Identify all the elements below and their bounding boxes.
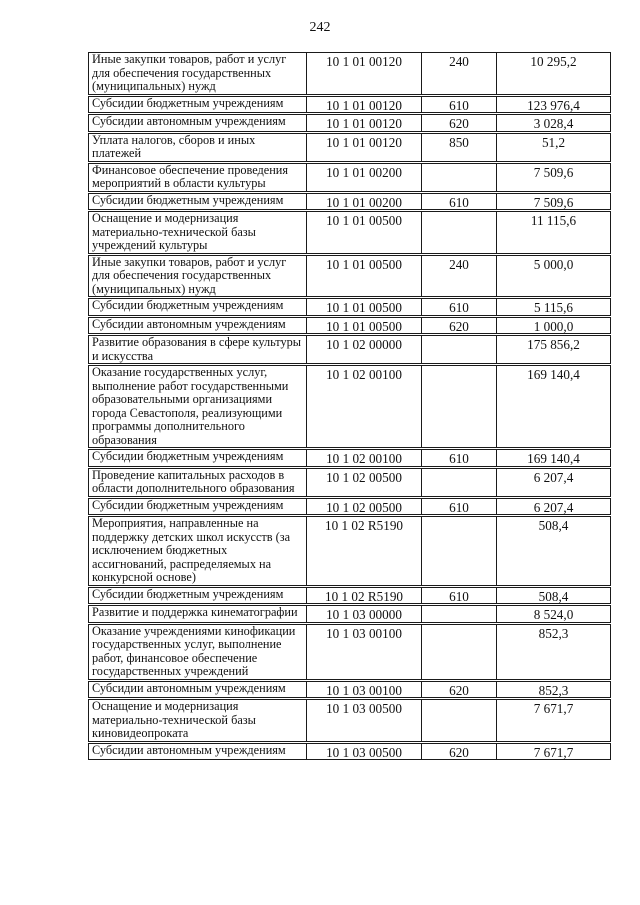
kind-cell: 240 <box>422 254 497 298</box>
kind-cell: 620 <box>422 316 497 335</box>
budget-table <box>88 52 611 760</box>
name-cell: Иные закупки товаров, работ и услуг для обеспечения государственных (муниципальных) нужд <box>89 254 307 298</box>
table-row <box>89 699 611 743</box>
code-cell: 10 1 03 00100 <box>307 623 422 680</box>
sum-cell: 6 207,4 <box>497 497 611 516</box>
kind-cell <box>422 162 497 192</box>
sum-cell: 7 509,6 <box>497 192 611 211</box>
name-cell: Развитие и поддержка кинематографии <box>89 605 307 624</box>
table-row <box>89 298 611 317</box>
sum-cell: 508,4 <box>497 586 611 605</box>
table-row <box>89 467 611 497</box>
name-cell: Субсидии бюджетным учреждениям <box>89 298 307 317</box>
table-row <box>89 365 611 449</box>
code-cell: 10 1 03 00500 <box>307 742 422 760</box>
sum-cell: 51,2 <box>497 132 611 162</box>
name-cell: Финансовое обеспечение проведения мероприятий в области культуры <box>89 162 307 192</box>
table-row <box>89 254 611 298</box>
kind-cell <box>422 699 497 743</box>
name-cell: Субсидии бюджетным учреждениям <box>89 449 307 468</box>
name-cell: Развитие образования в сфере культуры и искусства <box>89 335 307 365</box>
sum-cell: 7 509,6 <box>497 162 611 192</box>
kind-cell: 610 <box>422 192 497 211</box>
name-cell: Иные закупки товаров, работ и услуг для обеспечения государственных (муниципальных) нужд <box>89 53 307 96</box>
kind-cell: 620 <box>422 114 497 133</box>
name-cell: Оказание учреждениями кинофикации государственных услуг, выполнение работ, финансовое обеспечение государственных учреждений <box>89 623 307 680</box>
code-cell: 10 1 02 R5190 <box>307 516 422 587</box>
kind-cell <box>422 365 497 449</box>
table-row <box>89 162 611 192</box>
name-cell: Проведение капитальных расходов в области дополнительного образования <box>89 467 307 497</box>
table-row <box>89 211 611 255</box>
kind-cell: 620 <box>422 742 497 760</box>
code-cell: 10 1 01 00120 <box>307 114 422 133</box>
code-cell: 10 1 01 00200 <box>307 162 422 192</box>
code-cell: 10 1 01 00120 <box>307 53 422 96</box>
kind-cell <box>422 211 497 255</box>
table-row <box>89 335 611 365</box>
table-row <box>89 192 611 211</box>
sum-cell: 6 207,4 <box>497 467 611 497</box>
code-cell: 10 1 02 R5190 <box>307 586 422 605</box>
name-cell: Субсидии автономным учреждениям <box>89 316 307 335</box>
table-row <box>89 95 611 114</box>
table-row <box>89 316 611 335</box>
table-row <box>89 132 611 162</box>
name-cell: Субсидии бюджетным учреждениям <box>89 95 307 114</box>
table-row <box>89 497 611 516</box>
code-cell: 10 1 01 00200 <box>307 192 422 211</box>
name-cell: Субсидии автономным учреждениям <box>89 114 307 133</box>
sum-cell: 3 028,4 <box>497 114 611 133</box>
kind-cell: 850 <box>422 132 497 162</box>
sum-cell: 7 671,7 <box>497 742 611 760</box>
code-cell: 10 1 03 00000 <box>307 605 422 624</box>
table-row <box>89 680 611 699</box>
code-cell: 10 1 01 00500 <box>307 211 422 255</box>
kind-cell: 610 <box>422 298 497 317</box>
name-cell: Субсидии бюджетным учреждениям <box>89 586 307 605</box>
code-cell: 10 1 02 00000 <box>307 335 422 365</box>
sum-cell: 852,3 <box>497 680 611 699</box>
table-row <box>89 742 611 760</box>
code-cell: 10 1 02 00500 <box>307 467 422 497</box>
code-cell: 10 1 02 00500 <box>307 497 422 516</box>
table-row <box>89 449 611 468</box>
sum-cell: 852,3 <box>497 623 611 680</box>
table-row <box>89 114 611 133</box>
name-cell: Субсидии автономным учреждениям <box>89 680 307 699</box>
sum-cell: 10 295,2 <box>497 53 611 96</box>
table-row <box>89 605 611 624</box>
sum-cell: 508,4 <box>497 516 611 587</box>
table-row <box>89 516 611 587</box>
kind-cell <box>422 605 497 624</box>
name-cell: Оснащение и модернизация материально-технической базы киновидеопроката <box>89 699 307 743</box>
table-row <box>89 586 611 605</box>
sum-cell: 7 671,7 <box>497 699 611 743</box>
code-cell: 10 1 01 00120 <box>307 132 422 162</box>
sum-cell: 1 000,0 <box>497 316 611 335</box>
name-cell: Мероприятия, направленные на поддержку детских школ искусств (за исключением бюджетных ассигнований, распределяемых на конкурсной основе) <box>89 516 307 587</box>
sum-cell: 169 140,4 <box>497 365 611 449</box>
sum-cell: 5 000,0 <box>497 254 611 298</box>
sum-cell: 169 140,4 <box>497 449 611 468</box>
kind-cell: 610 <box>422 449 497 468</box>
kind-cell: 610 <box>422 586 497 605</box>
sum-cell: 123 976,4 <box>497 95 611 114</box>
name-cell: Уплата налогов, сборов и иных платежей <box>89 132 307 162</box>
code-cell: 10 1 01 00500 <box>307 316 422 335</box>
sum-cell: 8 524,0 <box>497 605 611 624</box>
budget-table-body <box>89 53 611 760</box>
kind-cell: 610 <box>422 497 497 516</box>
table-row <box>89 623 611 680</box>
code-cell: 10 1 03 00100 <box>307 680 422 699</box>
code-cell: 10 1 02 00100 <box>307 365 422 449</box>
kind-cell <box>422 516 497 587</box>
kind-cell <box>422 335 497 365</box>
kind-cell <box>422 467 497 497</box>
kind-cell: 620 <box>422 680 497 699</box>
kind-cell <box>422 623 497 680</box>
name-cell: Субсидии бюджетным учреждениям <box>89 192 307 211</box>
name-cell: Оказание государственных услуг, выполнение работ государственными образовательными организациями города Севастополя, реализующими программы дополнительного образования <box>89 365 307 449</box>
name-cell: Субсидии автономным учреждениям <box>89 742 307 760</box>
sum-cell: 5 115,6 <box>497 298 611 317</box>
code-cell: 10 1 01 00120 <box>307 95 422 114</box>
kind-cell: 610 <box>422 95 497 114</box>
code-cell: 10 1 01 00500 <box>307 298 422 317</box>
code-cell: 10 1 03 00500 <box>307 699 422 743</box>
name-cell: Оснащение и модернизация материально-технической базы учреждений культуры <box>89 211 307 255</box>
kind-cell: 240 <box>422 53 497 96</box>
sum-cell: 175 856,2 <box>497 335 611 365</box>
page-number: 242 <box>309 20 331 35</box>
table-row <box>89 53 611 96</box>
code-cell: 10 1 01 00500 <box>307 254 422 298</box>
name-cell: Субсидии бюджетным учреждениям <box>89 497 307 516</box>
code-cell: 10 1 02 00100 <box>307 449 422 468</box>
sum-cell: 11 115,6 <box>497 211 611 255</box>
